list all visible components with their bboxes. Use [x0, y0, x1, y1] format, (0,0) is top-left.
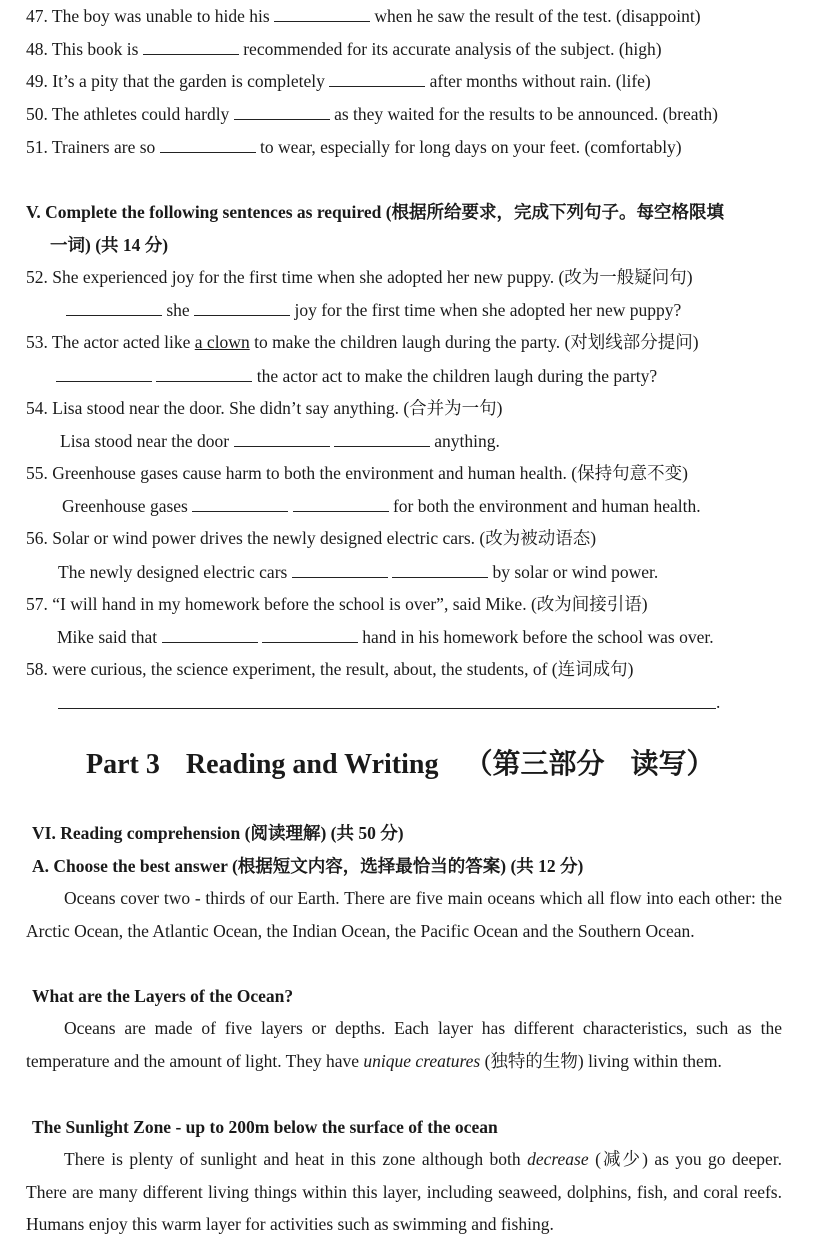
question-50: 50. The athletes could hardly as they waited for the results to be announced. (breath): [26, 104, 718, 124]
answer-blank[interactable]: [162, 627, 258, 643]
section-vi-heading: VI. Reading comprehension (阅读理解) (共 50 分): [32, 823, 404, 843]
section-v-heading: V. Complete the following sentences as required (根据所给要求，完成下列句子。每空格限填: [26, 202, 725, 222]
answer-54: Lisa stood near the door anything.: [60, 431, 500, 451]
answer-blank[interactable]: [194, 300, 290, 316]
passage-heading-layers: What are the Layers of the Ocean?: [32, 986, 294, 1006]
period-mark: .: [716, 692, 721, 712]
answer-blank[interactable]: [234, 104, 330, 120]
answer-blank[interactable]: [292, 562, 388, 578]
answer-blank[interactable]: [192, 496, 288, 512]
question-56: 56. Solar or wind power drives the newly designed electric cars. (改为被动语态): [26, 528, 597, 548]
passage-paragraph-1: Oceans cover two - thirds of our Earth. There are five main oceans which all flow into each other: the Arctic Ocean, the Atlantic Ocean, the Indian Ocean, the Pacific Ocean and the Southern Ocean.: [26, 888, 782, 941]
question-58: 58. were curious, the science experiment, the result, about, the students, of (连词成句): [26, 659, 634, 679]
answer-52: she joy for the first time when she adopted her new puppy?: [66, 299, 681, 321]
answer-blank[interactable]: [66, 300, 162, 316]
answer-57: Mike said that hand in his homework before the school was over.: [57, 627, 714, 647]
answer-53: the actor act to make the children laugh during the party?: [56, 365, 657, 387]
answer-blank[interactable]: [143, 39, 239, 55]
answer-line-58[interactable]: [58, 707, 716, 709]
answer-blank[interactable]: [274, 6, 370, 22]
answer-blank[interactable]: [262, 627, 358, 643]
passage-heading-sunlight: The Sunlight Zone - up to 200m below the surface of the ocean: [32, 1117, 498, 1137]
question-57: 57. “I will hand in my homework before the school is over”, said Mike. (改为间接引语): [26, 594, 648, 614]
section-v-heading-cont: 一词) (共 14 分): [50, 235, 169, 255]
passage-paragraph-3: There is plenty of sunlight and heat in this zone although both decrease (减少) as you go deeper. There are many different living things within this layer, including seaweed, dolphins, fish, and coral reefs. Humans enjoy this warm layer for activities such as swimming and fishing.: [26, 1149, 783, 1234]
question-55: 55. Greenhouse gases cause harm to both the environment and human health. (保持句意不变): [26, 463, 688, 483]
answer-blank[interactable]: [392, 562, 488, 578]
answer-blank[interactable]: [156, 366, 252, 382]
question-48: 48. This book is recommended for its accurate analysis of the subject. (high): [26, 39, 662, 59]
answer-56: The newly designed electric cars by solar or wind power.: [58, 562, 659, 582]
question-54: 54. Lisa stood near the door. She didn’t say anything. (合并为一句): [26, 398, 503, 418]
question-47: 47. The boy was unable to hide his when he saw the result of the test. (disappoint): [26, 6, 701, 26]
answer-55: Greenhouse gases for both the environment and human health.: [62, 496, 701, 516]
passage-paragraph-2: Oceans are made of five layers or depths. Each layer has different characteristics, such as the temperature and the amount of light. They have unique creatures (独特的生物) living within them.: [26, 1018, 782, 1071]
underlined-phrase: a clown: [194, 332, 250, 352]
answer-blank[interactable]: [160, 137, 256, 153]
answer-blank[interactable]: [293, 496, 389, 512]
question-53: 53. The actor acted like a clown to make the children laugh during the party. (对划线部分提问): [26, 332, 699, 352]
answer-blank[interactable]: [234, 431, 330, 447]
part-3-title: Part 3 Reading and Writing （第三部分 读写）: [86, 749, 715, 780]
question-51: 51. Trainers are so to wear, especially for long days on your feet. (comfortably): [26, 137, 682, 157]
section-a-heading: A. Choose the best answer (根据短文内容，选择最恰当的答案) (共 12 分): [32, 856, 584, 876]
question-49: 49. It’s a pity that the garden is completely after months without rain. (life): [26, 71, 651, 91]
answer-blank[interactable]: [329, 71, 425, 87]
question-52: 52. She experienced joy for the first time when she adopted her new puppy. (改为一般疑问句): [26, 267, 693, 287]
answer-blank[interactable]: [56, 366, 152, 382]
answer-blank[interactable]: [334, 431, 430, 447]
